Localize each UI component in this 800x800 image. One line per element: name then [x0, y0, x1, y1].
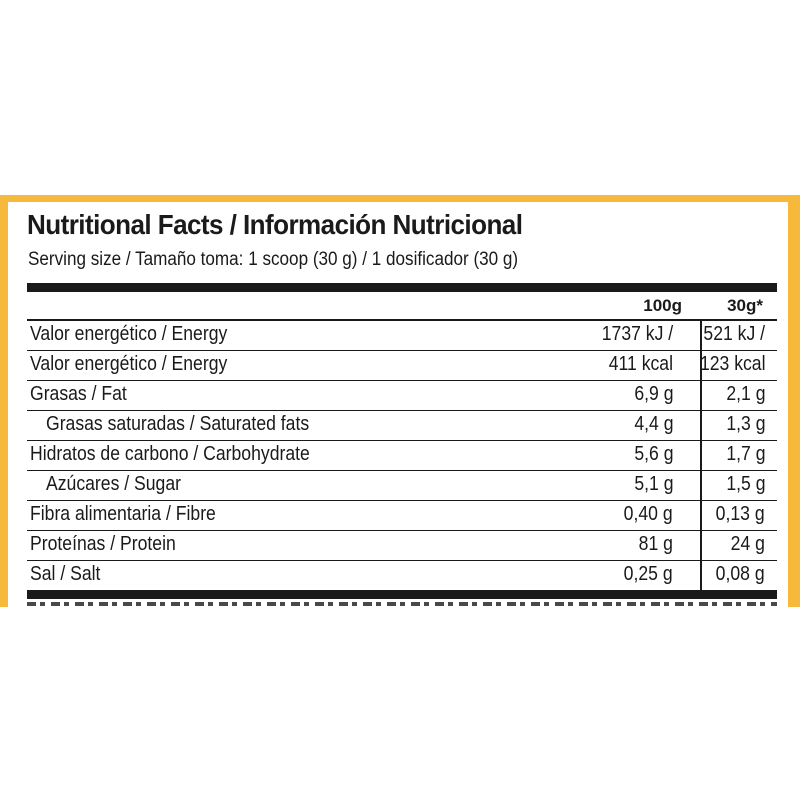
value-per-30g: 0,08 g: [716, 563, 765, 585]
column-divider: [700, 381, 702, 411]
value-per-30g: 24 g: [730, 533, 765, 555]
column-header-row: [27, 296, 777, 320]
value-per-100g: 5,6 g: [633, 443, 673, 465]
column-divider: [700, 411, 702, 441]
bottom-thick-rule: [27, 590, 777, 599]
nutrient-name: Sal / Salt: [30, 563, 101, 585]
table-row: [27, 441, 777, 471]
value-per-100g: 0,40 g: [624, 503, 673, 525]
nutrient-name: Grasas saturadas / Saturated fats: [46, 413, 310, 435]
table-row: [27, 501, 777, 531]
value-per-100g: 5,1 g: [633, 473, 673, 495]
value-per-30g: 1,3 g: [725, 413, 765, 435]
table-row: [27, 321, 777, 351]
value-per-100g: 0,25 g: [624, 563, 673, 585]
value-per-30g: 2,1 g: [725, 383, 765, 405]
table-row: [27, 411, 777, 441]
nutrient-name: Valor energético / Energy: [30, 323, 228, 345]
serving-size: Serving size / Tamaño toma: 1 scoop (30 g) / 1 dosificador (30 g): [28, 249, 519, 270]
nutrient-name: Azúcares / Sugar: [46, 473, 182, 495]
nutrient-name: Hidratos de carbono / Carbohydrate: [30, 443, 310, 465]
nutrient-name: Valor energético / Energy: [30, 353, 228, 375]
column-header-30g: 30g*: [727, 296, 763, 315]
column-divider: [700, 531, 702, 561]
column-divider: [700, 561, 702, 591]
label-border-left: [0, 195, 8, 607]
table-row: [27, 561, 777, 591]
column-divider: [700, 321, 702, 351]
label-border-top: [0, 195, 800, 202]
value-per-30g: 1,7 g: [725, 443, 765, 465]
column-header-100g: 100g: [643, 296, 682, 315]
value-per-30g: 521 kJ /: [703, 323, 765, 345]
nutrient-name: Grasas / Fat: [30, 383, 127, 405]
value-per-100g: 6,9 g: [633, 383, 673, 405]
cropped-footnote-text: [27, 600, 777, 607]
top-thick-rule: [27, 283, 777, 292]
value-per-30g: 123 kcal: [699, 353, 765, 375]
nutrient-name: Proteínas / Protein: [30, 533, 176, 555]
value-per-100g: 4,4 g: [633, 413, 673, 435]
label-border-right: [788, 195, 800, 607]
label-title: Nutritional Facts / Información Nutricional: [27, 209, 523, 240]
value-per-30g: 0,13 g: [716, 503, 765, 525]
column-divider: [700, 441, 702, 471]
value-per-100g: 411 kcal: [608, 353, 673, 375]
value-per-100g: 1737 kJ /: [601, 323, 673, 345]
value-per-100g: 81 g: [638, 533, 673, 555]
nutrition-label: [0, 195, 800, 607]
table-row: [27, 351, 777, 381]
nutrient-name: Fibra alimentaria / Fibre: [30, 503, 216, 525]
column-divider: [700, 501, 702, 531]
table-row: [27, 531, 777, 561]
column-divider: [700, 471, 702, 501]
value-per-30g: 1,5 g: [725, 473, 765, 495]
nutrient-rows: [27, 321, 777, 591]
table-row: [27, 381, 777, 411]
table-row: [27, 471, 777, 501]
